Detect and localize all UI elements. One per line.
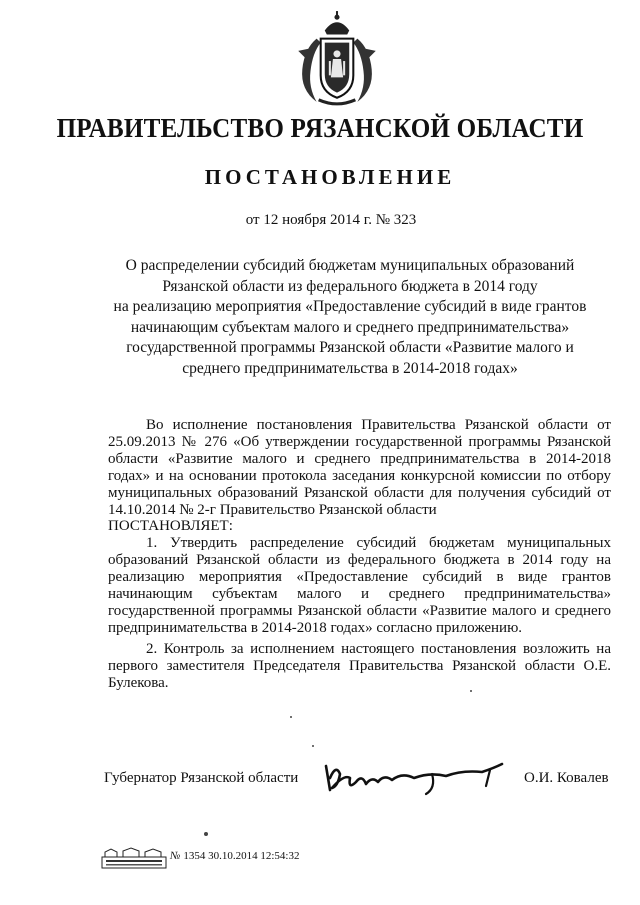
document-type-title: ПОСТАНОВЛЕНИЕ bbox=[204, 165, 456, 189]
scan-speck bbox=[470, 690, 472, 692]
subject-line: начинающим субъектам малого и среднего предпринимательства» bbox=[130, 318, 570, 336]
registration-text: 1354 30.10.2014 12:54:32 bbox=[183, 850, 300, 862]
document-body bbox=[108, 417, 611, 692]
preamble-paragraph: Во исполнение постановления Правительства Рязанской области от 25.09.2013 № 276 «Об утверждении государственной программы Рязанской области «Развитие малого и среднего предпринимательства в 2014-2018 годах» и на основании протокола заседания конкурсной комиссии по отбору муниципальных образований Рязанской области для получения субсидий от 14.10.2014 № 2-г Правительство Рязанской области bbox=[108, 417, 611, 518]
subject-line: О распределении субсидий бюджетам муниципальных образований bbox=[125, 257, 575, 274]
signatory-title: Губернатор Рязанской области bbox=[104, 770, 299, 786]
scan-speck bbox=[290, 716, 292, 718]
signature-block bbox=[0, 760, 640, 800]
scan-speck bbox=[204, 832, 208, 836]
item-2-paragraph: 2. Контроль за исполнением настоящего постановления возложить на первого заместителя Председателя Правительства Рязанской области О.Е. Булекова. bbox=[108, 640, 611, 691]
coat-of-arms-icon bbox=[286, 8, 388, 110]
item-1-paragraph: 1. Утвердить распределение субсидий бюджетам муниципальных образований Рязанской области из федерального бюджета в 2014 году на реализацию мероприятия «Предоставление субсидий в виде грантов начинающим субъектам малого и среднего предпринимательства» государственной программы Рязанской области «Развитие малого и среднего предпринимательства в 2014-2018 годах» согласно приложению. bbox=[108, 535, 611, 636]
handwritten-signature-icon bbox=[322, 760, 507, 800]
document-date-number: от 12 ноября 2014 г. № 323 bbox=[245, 212, 417, 228]
organization-title: ПРАВИТЕЛЬСТВО РЯЗАНСКОЙ ОБЛАСТИ bbox=[56, 113, 584, 143]
subject-line: Рязанской области из федерального бюджета в 2014 году bbox=[162, 277, 538, 295]
subject-line: среднего предпринимательства в 2014-2018 годах» bbox=[182, 359, 518, 377]
scan-speck bbox=[312, 745, 314, 747]
registration-symbol: № bbox=[170, 850, 181, 862]
document-subject bbox=[110, 256, 590, 379]
resolves-heading: ПОСТАНОВЛЯЕТ: bbox=[108, 518, 233, 535]
signatory-name: О.И. Ковалев bbox=[524, 770, 609, 786]
registration-line bbox=[170, 850, 300, 862]
subject-line: государственной программы Рязанской области «Развитие малого и bbox=[126, 339, 574, 356]
subject-line: на реализацию мероприятия «Предоставление субсидий в виде грантов bbox=[113, 298, 587, 315]
registry-stamp-icon bbox=[101, 847, 167, 869]
